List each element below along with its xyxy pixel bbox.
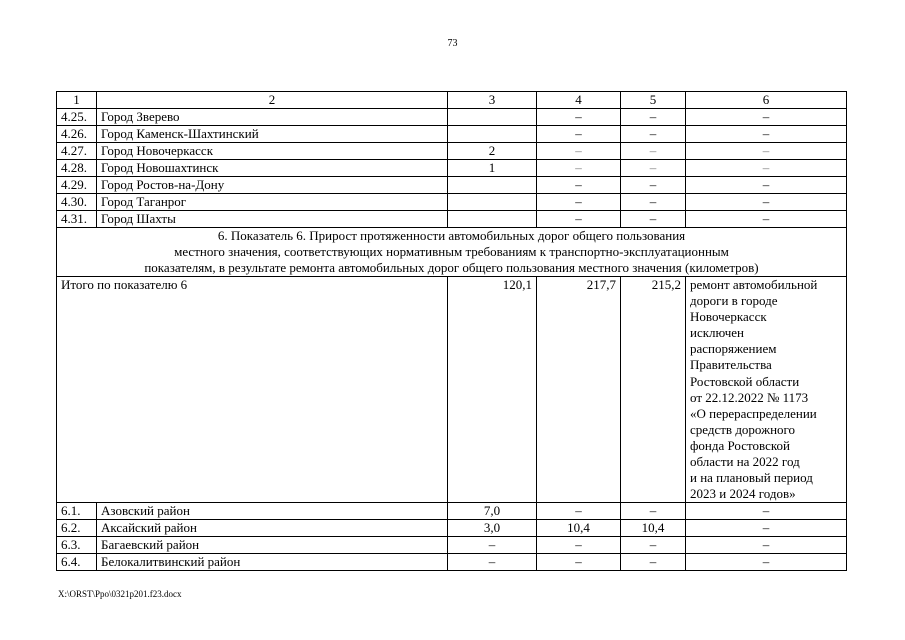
row-value-4: – xyxy=(537,503,621,520)
row-number: 4.31. xyxy=(57,211,97,228)
file-path-footer: X:\ORST\Ppo\0321p201.f23.docx xyxy=(58,589,182,599)
table-row xyxy=(57,211,847,228)
total-value-4: 217,7 xyxy=(537,277,621,503)
note-line: дороги в городе xyxy=(690,293,778,309)
row-value-5: – xyxy=(621,503,686,520)
row-value-4: – xyxy=(537,554,621,571)
row-number: 4.29. xyxy=(57,177,97,194)
row-value-3 xyxy=(448,177,537,194)
total-value-3: 120,1 xyxy=(448,277,537,503)
row-value-6: – xyxy=(686,211,847,228)
row-name: Азовский район xyxy=(97,503,448,520)
row-number: 6.4. xyxy=(57,554,97,571)
row-name: Аксайский район xyxy=(97,520,448,537)
section-row xyxy=(57,228,847,277)
row-number: 4.25. xyxy=(57,109,97,126)
row-value-5: – xyxy=(621,537,686,554)
row-value-4: – xyxy=(537,537,621,554)
row-name: Белокалитвинский район xyxy=(97,554,448,571)
row-value-5: – xyxy=(621,194,686,211)
row-value-6: – xyxy=(686,194,847,211)
note-line: средств дорожного xyxy=(690,421,796,437)
header-cell: 5 xyxy=(621,92,686,109)
row-number: 4.30. xyxy=(57,194,97,211)
table-row xyxy=(57,143,847,160)
row-number: 6.3. xyxy=(57,537,97,554)
row-value-4: – xyxy=(537,109,621,126)
row-value-3: – xyxy=(448,537,537,554)
row-value-6: – xyxy=(686,109,847,126)
total-label: Итого по показателю 6 xyxy=(57,277,448,503)
row-value-6: – xyxy=(686,160,847,177)
row-value-6: – xyxy=(686,126,847,143)
table-row xyxy=(57,177,847,194)
section-title-line: местного значения, соответствующих нормативным требованиям к транспортно-эксплуатационным xyxy=(174,244,729,259)
row-value-4: – xyxy=(537,160,621,177)
row-value-6: – xyxy=(686,503,847,520)
table-row xyxy=(57,194,847,211)
row-number: 4.28. xyxy=(57,160,97,177)
note-line: Новочеркасск xyxy=(690,309,767,325)
row-value-6: – xyxy=(686,537,847,554)
row-value-6: – xyxy=(686,554,847,571)
table-row xyxy=(57,126,847,143)
row-value-4: 10,4 xyxy=(537,520,621,537)
section-title-line: показателям, в результате ремонта автомобильных дорог общего пользования местного значения (километров) xyxy=(144,260,759,275)
row-value-3 xyxy=(448,211,537,228)
row-name: Город Таганрог xyxy=(97,194,448,211)
note-line: фонда Ростовской xyxy=(690,437,790,453)
row-value-6: – xyxy=(686,520,847,537)
row-value-3: – xyxy=(448,554,537,571)
row-name: Город Новочеркасск xyxy=(97,143,448,160)
total-note xyxy=(686,277,847,503)
row-value-3: 3,0 xyxy=(448,520,537,537)
row-value-3 xyxy=(448,109,537,126)
row-name: Город Каменск-Шахтинский xyxy=(97,126,448,143)
note-line: распоряжением xyxy=(690,341,777,357)
row-number: 4.27. xyxy=(57,143,97,160)
note-line: 2023 и 2024 годов» xyxy=(690,486,796,502)
page-number: 73 xyxy=(447,38,458,49)
row-number: 6.1. xyxy=(57,503,97,520)
row-name: Город Зверево xyxy=(97,109,448,126)
row-value-5: 10,4 xyxy=(621,520,686,537)
row-value-4: – xyxy=(537,126,621,143)
row-value-4: – xyxy=(537,211,621,228)
table-row xyxy=(57,160,847,177)
note-line: от 22.12.2022 № 1173 xyxy=(690,389,809,405)
row-value-5: – xyxy=(621,126,686,143)
row-value-3: 2 xyxy=(448,143,537,160)
row-value-3: 7,0 xyxy=(448,503,537,520)
table-row xyxy=(57,554,847,571)
header-row xyxy=(57,92,847,109)
row-name: Город Новошахтинск xyxy=(97,160,448,177)
data-table xyxy=(56,91,847,571)
row-number: 4.26. xyxy=(57,126,97,143)
row-value-3 xyxy=(448,194,537,211)
note-line: Правительства xyxy=(690,357,772,373)
row-value-4: – xyxy=(537,194,621,211)
row-value-6: – xyxy=(686,143,847,160)
table-row xyxy=(57,537,847,554)
header-cell: 6 xyxy=(686,92,847,109)
row-value-3: 1 xyxy=(448,160,537,177)
note-line: «О перераспределении xyxy=(690,405,817,421)
total-row xyxy=(57,277,847,503)
row-value-5: – xyxy=(621,160,686,177)
row-name: Город Ростов-на-Дону xyxy=(97,177,448,194)
row-value-3 xyxy=(448,126,537,143)
row-value-5: – xyxy=(621,109,686,126)
note-line: исключен xyxy=(690,325,745,341)
header-cell: 3 xyxy=(448,92,537,109)
row-value-5: – xyxy=(621,177,686,194)
note-line: ремонт автомобильной xyxy=(690,277,818,292)
header-cell: 4 xyxy=(537,92,621,109)
row-name: Город Шахты xyxy=(97,211,448,228)
row-number: 6.2. xyxy=(57,520,97,537)
row-value-5: – xyxy=(621,554,686,571)
note-line: области на 2022 год xyxy=(690,454,800,470)
table-row xyxy=(57,503,847,520)
row-value-4: – xyxy=(537,143,621,160)
note-line: и на плановый период xyxy=(690,470,813,486)
row-name: Багаевский район xyxy=(97,537,448,554)
row-value-6: – xyxy=(686,177,847,194)
note-line: Ростовской области xyxy=(690,373,800,389)
total-value-5: 215,2 xyxy=(621,277,686,503)
row-value-4: – xyxy=(537,177,621,194)
section-title-line: 6. Показатель 6. Прирост протяженности автомобильных дорог общего пользования xyxy=(217,228,686,243)
table-row xyxy=(57,520,847,537)
table-row xyxy=(57,109,847,126)
section-title xyxy=(57,228,847,277)
header-cell: 2 xyxy=(97,92,448,109)
header-cell: 1 xyxy=(57,92,97,109)
row-value-5: – xyxy=(621,211,686,228)
row-value-5: – xyxy=(621,143,686,160)
